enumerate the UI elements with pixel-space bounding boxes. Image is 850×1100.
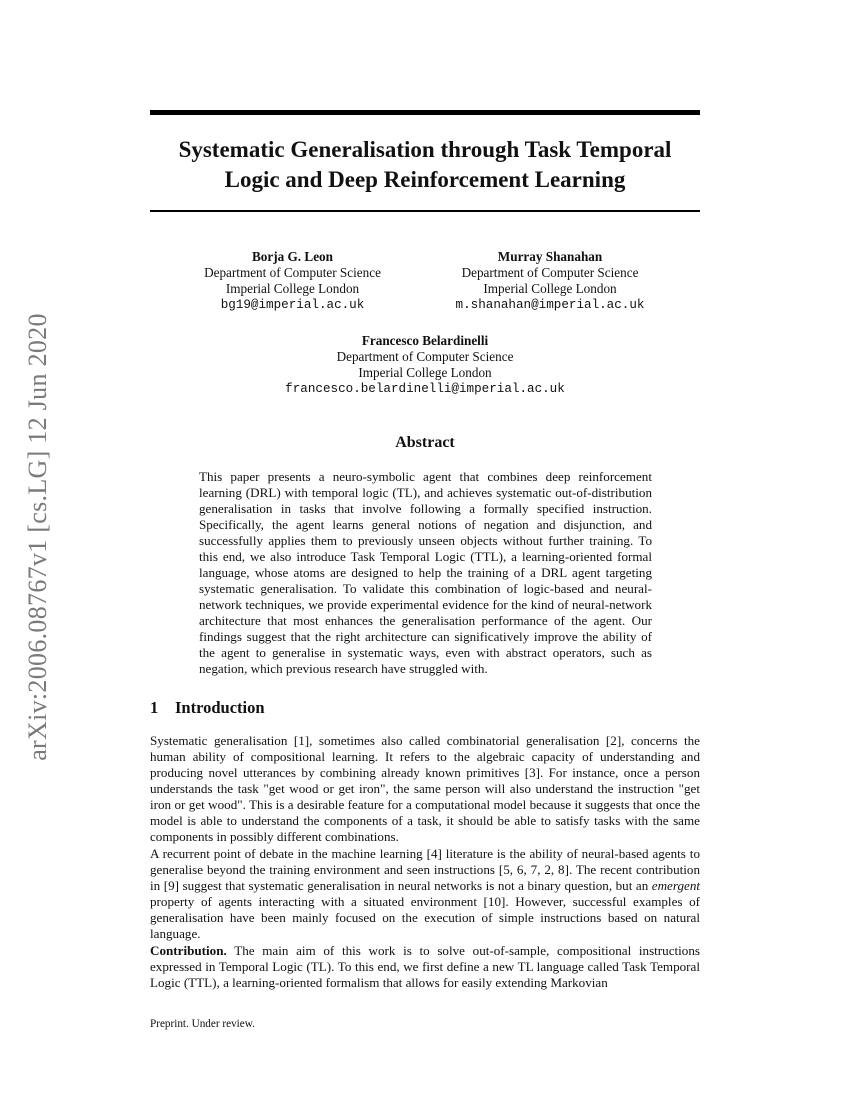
paragraph-text: The main aim of this work is to solve out-of-sample, compositional instructions expressed in Temporal Logic (TL). To this end, we first define a new TL language called Task Temporal Logic (TTL), a learning-oriented formalism that allows for easily extending Markovian: [150, 943, 700, 990]
paper-title: Systematic Generalisation through Task Temporal Logic and Deep Reinforcement Learning: [178, 137, 672, 192]
emphasized-term: emergent: [651, 878, 700, 893]
contribution-label: Contribution.: [150, 943, 227, 958]
intro-paragraph-1: Systematic generalisation [1], sometimes also called combinatorial generalisation [2], concerns the human ability of compositional learning. It refers to the algebraic capacity of understanding and producing novel utterances by combining already known primitives [3]. For instance, once a person understands the task "get wood or get iron", the same person will also understand the instruction "get iron or get wood". This is a desirable feature for a computational model because it suggests that once the model is able to understand the components of a task, it should be able to satisfy tasks with the same components in possibly different combinations.: [150, 733, 700, 844]
author-block-1: [180, 249, 405, 313]
title-top-rule: [150, 110, 700, 115]
author-email[interactable]: m.shanahan@imperial.ac.uk: [455, 298, 645, 312]
paragraph-text: property of agents interacting with a situated environment [10]. However, successful examples of generalisation have been mainly focused on the execution of simple instructions based on natural language.: [150, 894, 700, 941]
footer-note: Preprint. Under review.: [150, 1018, 255, 1030]
arxiv-identifier-stamp: arXiv:2006.08767v1 [cs.LG] 12 Jun 2020: [23, 313, 52, 761]
intro-paragraph-2: [150, 846, 700, 942]
section-title: Introduction: [175, 698, 265, 717]
author-department: Department of Computer Science: [204, 265, 381, 280]
section-heading-introduction: [150, 698, 265, 718]
section-number: 1: [150, 698, 159, 717]
author-email[interactable]: bg19@imperial.ac.uk: [220, 298, 365, 312]
author-name: Francesco Belardinelli: [361, 333, 489, 348]
abstract-heading: Abstract: [395, 434, 455, 451]
author-institution: Imperial College London: [225, 281, 360, 296]
abstract-text: This paper presents a neuro-symbolic agent that combines deep reinforcement learning (DRL) with temporal logic (TL), and achieves systematic out-of-distribution generalisation in tasks that involve following a formally specified instruction. Specifically, the agent learns general notions of negation and disjunction, and successfully applies them to previously unseen objects without further training. To this end, we also introduce Task Temporal Logic (TTL), a learning-oriented formal language, whose atoms are designed to help the training of a DRL agent targeting systematic generalisation. To validate this combination of logic-based and neural-network techniques, we provide experimental evidence for the kind of neural-network architecture that most enhances the generalisation performance of the agent. Our findings suggest that the right architecture can significatively improve the ability of the agent to generalise in systematic ways, even with abstract operators, such as negation, which previous research have struggled with.: [199, 469, 652, 676]
paragraph-text: A recurrent point of debate in the machine learning [4] literature is the ability of neural-based agents to generalise beyond the training environment and seen instructions [5, 6, 7, 2, 8]. The recent contribution in [9] suggest that systematic generalisation in neural networks is not a binary question, but an: [150, 846, 700, 893]
author-department: Department of Computer Science: [461, 265, 639, 280]
author-institution: Imperial College London: [358, 365, 492, 380]
author-institution: Imperial College London: [483, 281, 617, 296]
title-bottom-rule: [150, 210, 700, 212]
author-name: Borja G. Leon: [252, 249, 333, 264]
author-block-3: [200, 333, 650, 397]
author-department: Department of Computer Science: [336, 349, 514, 364]
contribution-paragraph: [150, 943, 700, 991]
author-email[interactable]: francesco.belardinelli@imperial.ac.uk: [285, 382, 565, 396]
author-block-2: [425, 249, 675, 313]
author-name: Murray Shanahan: [497, 249, 603, 264]
